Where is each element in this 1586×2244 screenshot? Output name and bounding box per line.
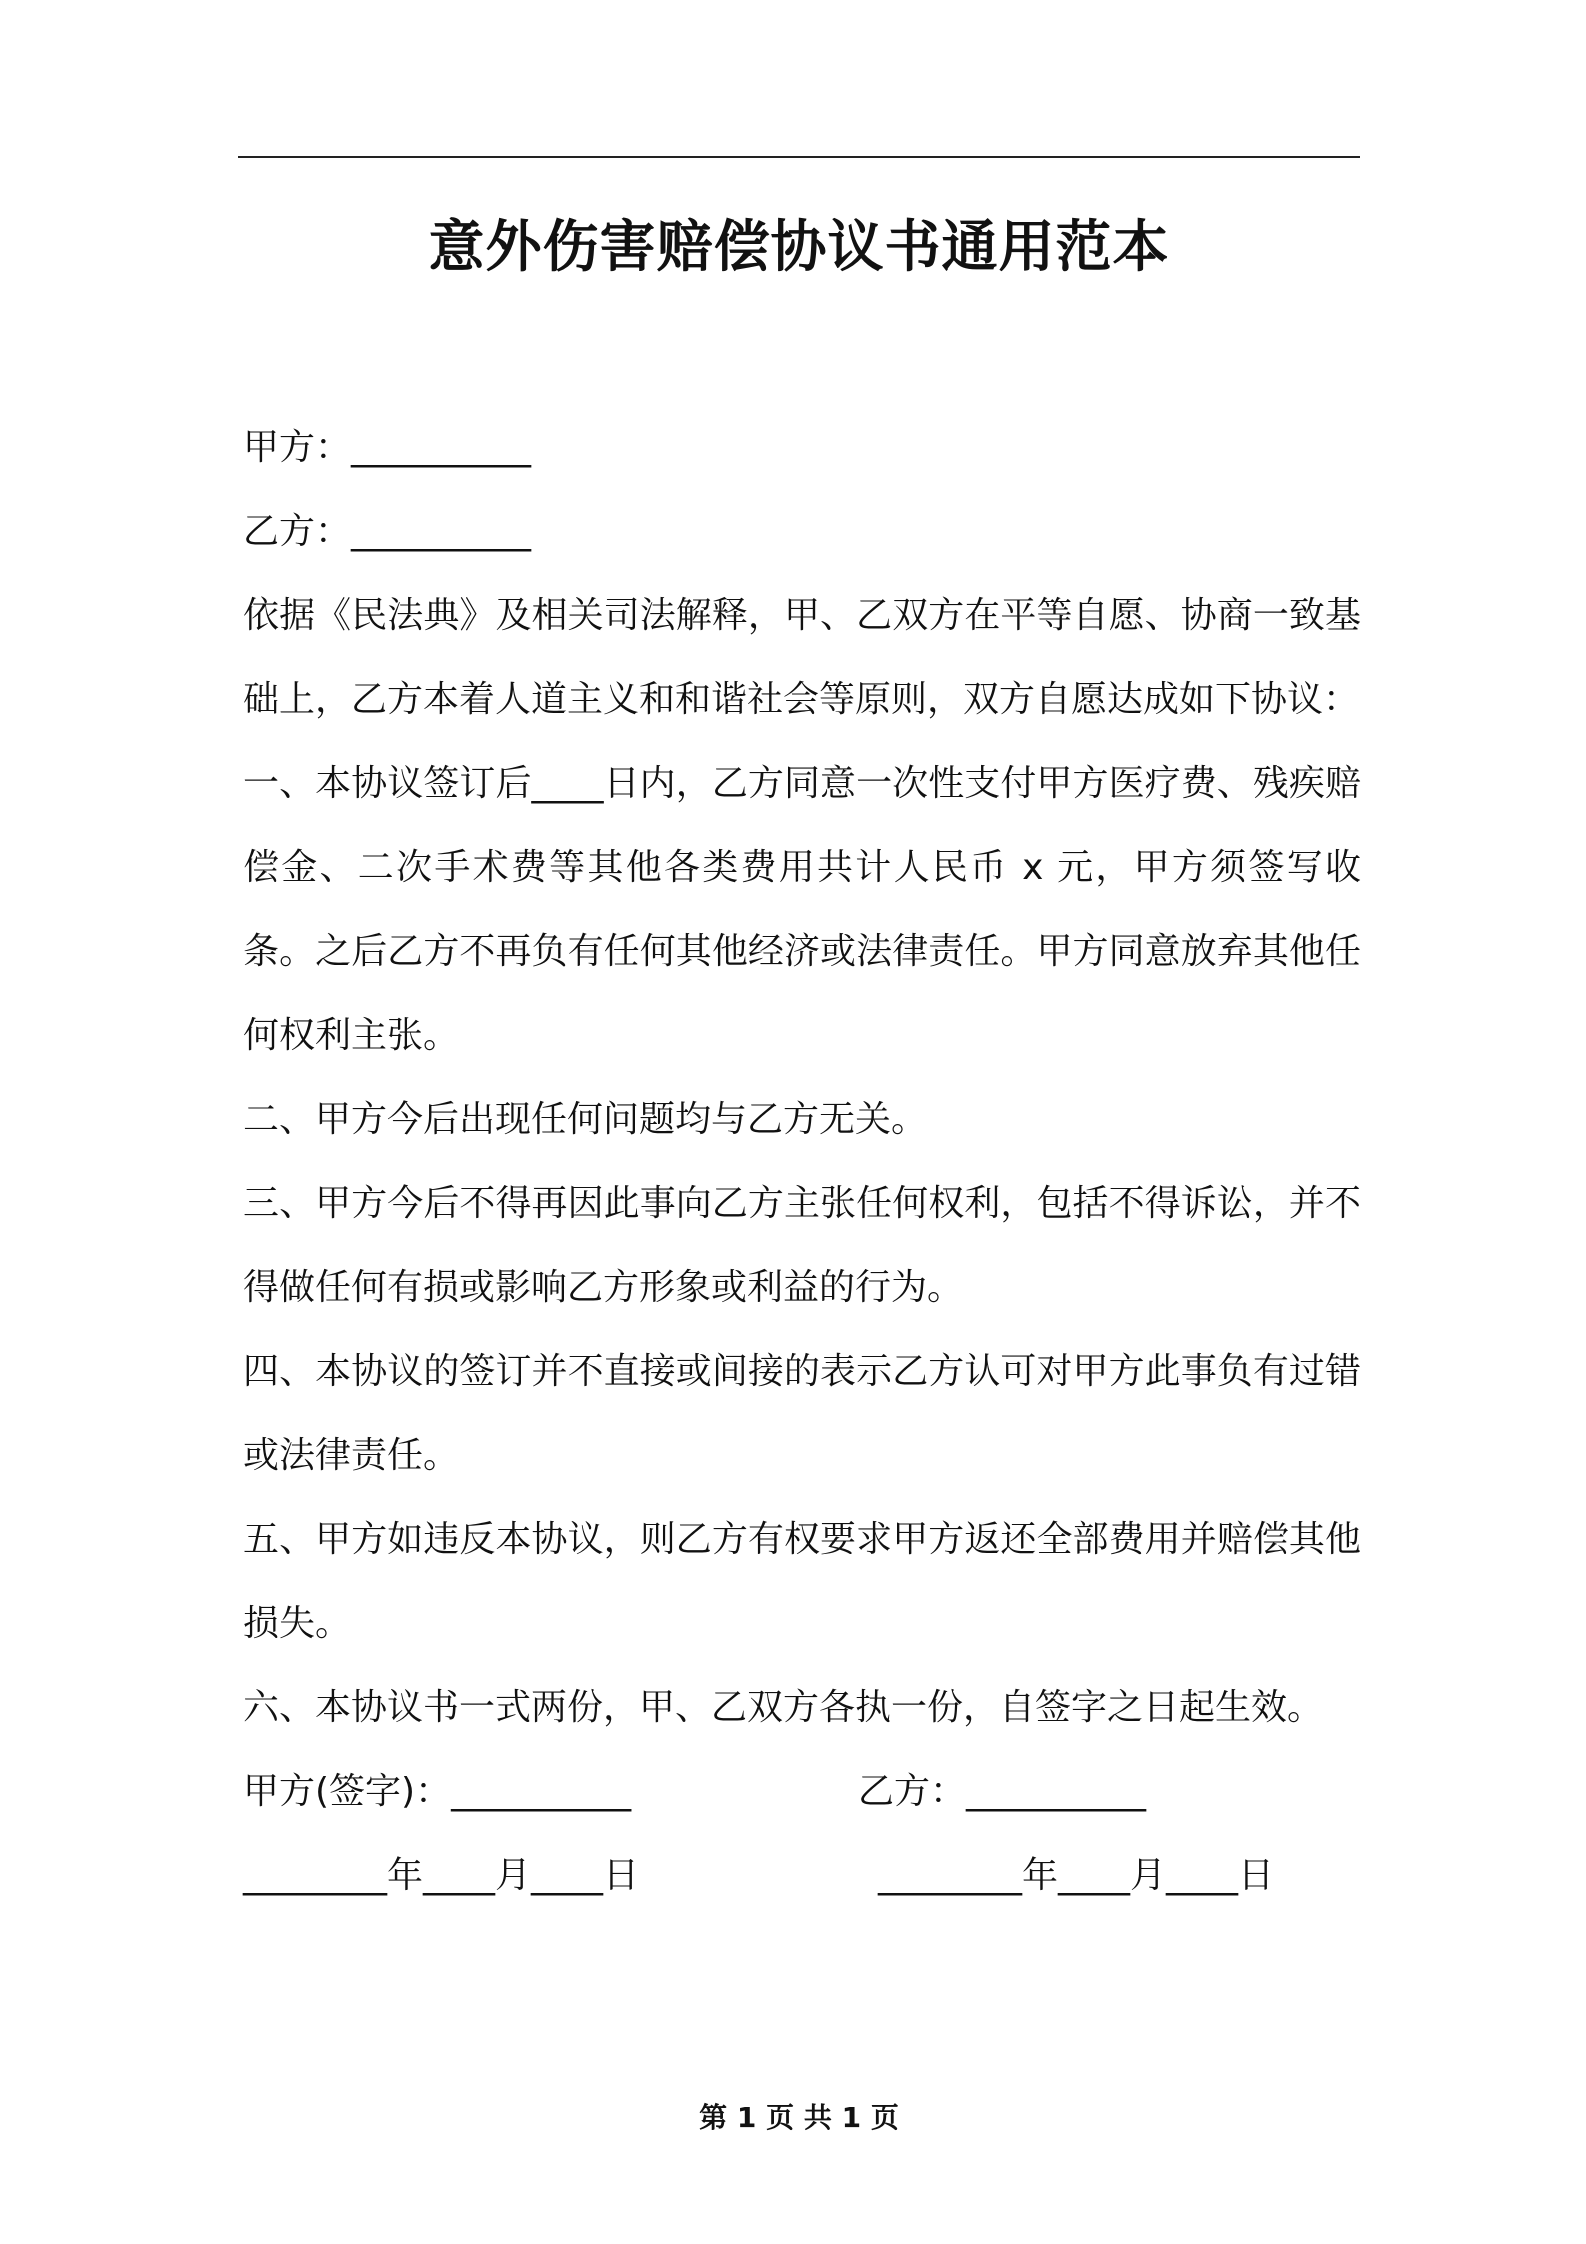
party-b-date: ________年____月____日 bbox=[878, 1855, 1274, 1896]
clause-2: 二、甲方今后出现任何问题均与乙方无关。 bbox=[243, 1099, 928, 1140]
document-title: 意外伤害赔偿协议书通用范本 bbox=[428, 215, 1170, 280]
party-a-line: 甲方：__________ bbox=[243, 427, 532, 468]
date-row bbox=[243, 1834, 1361, 1918]
intro-paragraph: 依据《民法典》及相关司法解释，甲、乙双方在平等自愿、协商一致基础上，乙方本着人道主义和和谐社会等原则，双方自愿达成如下协议： bbox=[243, 595, 1361, 720]
header-rule bbox=[238, 156, 1360, 158]
clause-3: 三、甲方今后不得再因此事向乙方主张任何权利，包括不得诉讼，并不得做任何有损或影响乙方形象或利益的行为。 bbox=[243, 1183, 1361, 1308]
clause-4: 四、本协议的签订并不直接或间接的表示乙方认可对甲方此事负有过错或法律责任。 bbox=[243, 1351, 1361, 1476]
clause-6: 六、本协议书一式两份，甲、乙双方各执一份，自签字之日起生效。 bbox=[243, 1687, 1324, 1728]
page-footer: 第 1 页 共 1 页 bbox=[699, 2101, 899, 2134]
party-a-signature: 甲方(签字)：__________ bbox=[243, 1771, 632, 1812]
clause-1: 一、本协议签订后____日内，乙方同意一次性支付甲方医疗费、残疾赔偿金、二次手术费等其他各类费用共计人民币 x 元，甲方须签写收条。之后乙方不再负有任何其他经济或法律责任。甲方同意放弃其他任何权利主张。 bbox=[243, 763, 1361, 1056]
party-a-date: ________年____月____日 bbox=[243, 1855, 639, 1896]
document-body bbox=[243, 406, 1361, 1918]
clause-5: 五、甲方如违反本协议，则乙方有权要求甲方返还全部费用并赔偿其他损失。 bbox=[243, 1519, 1361, 1644]
signature-row bbox=[243, 1750, 1361, 1834]
party-b-line: 乙方：__________ bbox=[243, 511, 532, 552]
party-b-signature: 乙方：__________ bbox=[858, 1771, 1147, 1812]
